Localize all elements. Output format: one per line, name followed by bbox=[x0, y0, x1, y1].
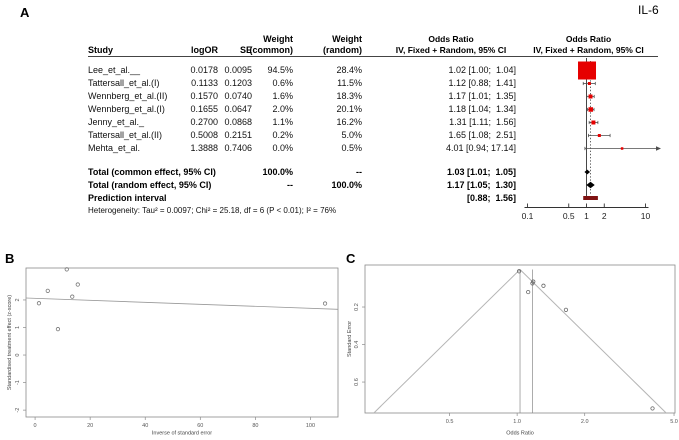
panel-c-ylabel: Standard Error bbox=[347, 320, 353, 358]
data-point bbox=[56, 327, 59, 330]
tick-label: 0.1 bbox=[521, 211, 534, 221]
weight-common-value: -- bbox=[287, 179, 293, 190]
study-name: Tattersall_et_al.(I) bbox=[88, 78, 160, 88]
tick-label: -2 bbox=[15, 407, 21, 413]
common-effect-diamond bbox=[584, 170, 590, 175]
data-point bbox=[76, 283, 79, 286]
or-ci-value: 4.01 [0.94; 17.14] bbox=[445, 143, 516, 153]
or-ci-value: 1.02 [1.00; 1.04] bbox=[448, 65, 516, 75]
heterogeneity-note: Heterogeneity: Tau² = 0.0097; Chi² = 25.18, df = 6 (P < 0.01); I² = 76% bbox=[88, 206, 337, 215]
tick-label: 20 bbox=[87, 423, 94, 429]
or-ci-value: 1.17 [1.05; 1.30] bbox=[446, 179, 516, 190]
ci-arrow bbox=[656, 146, 661, 150]
study-name: Total (common effect, 95% CI) bbox=[88, 166, 216, 177]
data-point bbox=[37, 302, 40, 305]
or-ci-value: [0.88; 1.56] bbox=[466, 192, 516, 203]
tick-label: 1.0 bbox=[513, 419, 521, 425]
se-value: 0.1203 bbox=[224, 78, 252, 88]
logor-value: 0.0178 bbox=[190, 65, 218, 75]
tick-label: 0 bbox=[33, 423, 37, 429]
weight-random-line2: (random) bbox=[323, 45, 362, 55]
or-header-line1: Odds Ratio bbox=[428, 34, 474, 44]
panel-a-label: A bbox=[20, 5, 30, 20]
weight-random-value: 28.4% bbox=[336, 65, 362, 75]
weight-random-line1: Weight bbox=[332, 34, 362, 44]
weight-common-value: 0.2% bbox=[272, 130, 293, 140]
tick-label: 0.2 bbox=[354, 303, 360, 311]
tick-label: 0.4 bbox=[354, 340, 360, 349]
logor-value: 0.2700 bbox=[190, 117, 218, 127]
study-name: Total (random effect, 95% CI) bbox=[88, 179, 212, 190]
or-ci-value: 1.65 [1.08; 2.51] bbox=[448, 130, 516, 140]
tick-label: 0.5 bbox=[562, 211, 575, 221]
logor-value: 1.3888 bbox=[190, 143, 218, 153]
or-ci-value: 1.03 [1.01; 1.05] bbox=[446, 166, 516, 177]
effect-square bbox=[578, 62, 596, 80]
weight-common-value: 2.0% bbox=[272, 104, 293, 114]
weight-random-value: 11.5% bbox=[337, 78, 362, 88]
panel-b-label: B bbox=[5, 251, 15, 266]
tick-label: 1 bbox=[584, 211, 589, 221]
or-ci-value: 1.17 [1.01; 1.35] bbox=[448, 91, 516, 101]
data-point bbox=[46, 289, 49, 292]
tick-label: 0.5 bbox=[445, 419, 454, 425]
tick-label: 0 bbox=[15, 353, 21, 357]
effect-square bbox=[589, 95, 593, 99]
col-header-logor: logOR bbox=[191, 45, 218, 55]
weight-random-value: 0.5% bbox=[341, 143, 362, 153]
tick-label: 60 bbox=[197, 423, 204, 429]
tick-label: 80 bbox=[252, 423, 259, 429]
weight-random-value: 20.1% bbox=[336, 104, 362, 114]
tick-label: -1 bbox=[15, 380, 21, 386]
weight-common-value: 100.0% bbox=[262, 166, 293, 177]
weight-common-value: 1.6% bbox=[272, 91, 293, 101]
se-value: 0.0647 bbox=[224, 104, 252, 114]
effect-square bbox=[588, 107, 593, 112]
or-plot-header-line2: IV, Fixed + Random, 95% CI bbox=[533, 45, 644, 55]
random-effect-diamond bbox=[586, 182, 594, 189]
se-value: 0.0740 bbox=[224, 91, 252, 101]
tick-label: 2 bbox=[15, 298, 21, 302]
weight-common-line1: Weight bbox=[263, 34, 293, 44]
col-header-study: Study bbox=[88, 45, 114, 55]
tick-label: 10 bbox=[640, 211, 651, 221]
prediction-interval-bar bbox=[583, 196, 598, 200]
se-value: 0.0868 bbox=[224, 117, 252, 127]
logor-value: 0.1655 bbox=[190, 104, 218, 114]
col-header-se: SE bbox=[239, 45, 252, 55]
study-name: Prediction interval bbox=[88, 192, 167, 203]
tick-label: 0.6 bbox=[354, 378, 360, 386]
tick-label: 40 bbox=[142, 423, 149, 429]
study-name: Tattersall_et_al.(II) bbox=[88, 130, 163, 140]
regression-line bbox=[26, 298, 338, 309]
tick-label: 2 bbox=[601, 211, 607, 221]
or-ci-value: 1.31 [1.11; 1.56] bbox=[449, 117, 516, 127]
weight-common-value: 1.1% bbox=[272, 117, 293, 127]
funnel-right-edge bbox=[520, 270, 666, 413]
or-ci-value: 1.12 [0.88; 1.41] bbox=[448, 78, 516, 88]
logor-value: 0.1570 bbox=[190, 91, 218, 101]
effect-square bbox=[598, 134, 601, 137]
panel-b-box bbox=[26, 268, 338, 417]
panel-b-ylabel: Standardised treatment effect (z-score) bbox=[7, 294, 13, 391]
tick-label: 2.0 bbox=[580, 419, 589, 425]
data-point bbox=[564, 308, 567, 311]
or-header-line2: IV, Fixed + Random, 95% CI bbox=[395, 45, 507, 55]
funnel-left-edge bbox=[374, 270, 520, 413]
data-point bbox=[651, 407, 654, 410]
study-name: Lee_et_al.__ bbox=[88, 65, 141, 75]
weight-random-value: 100.0% bbox=[331, 179, 362, 190]
or-plot-header-line1: Odds Ratio bbox=[565, 34, 612, 44]
logor-value: 0.5008 bbox=[190, 130, 218, 140]
tick-label: 100 bbox=[305, 423, 316, 429]
panel-b-xlabel: Inverse of standard error bbox=[151, 430, 213, 437]
study-name: Wennberg_et_al.(II) bbox=[88, 91, 168, 101]
tick-label: 5.0 bbox=[670, 419, 678, 425]
effect-square bbox=[591, 121, 595, 125]
data-point bbox=[323, 302, 326, 305]
study-name: Jenny_et_al._ bbox=[88, 117, 145, 127]
se-value: 0.2151 bbox=[224, 130, 252, 140]
weight-random-value: 5.0% bbox=[341, 130, 362, 140]
weight-common-line2: (common) bbox=[249, 45, 293, 55]
weight-common-value: 0.0% bbox=[272, 143, 293, 153]
panel-c-xlabel: Odds Ratio bbox=[506, 430, 534, 437]
data-point bbox=[542, 284, 545, 287]
tick-label: 1 bbox=[15, 325, 21, 330]
weight-random-value: 16.2% bbox=[336, 117, 362, 127]
or-ci-value: 1.18 [1.04; 1.34] bbox=[448, 104, 516, 114]
weight-random-value: -- bbox=[356, 166, 362, 177]
study-name: Wennberg_et_al.(I) bbox=[88, 104, 165, 114]
logor-value: 0.1133 bbox=[191, 78, 218, 88]
weight-random-value: 18.3% bbox=[336, 91, 362, 101]
figure-title: IL-6 bbox=[638, 3, 659, 17]
weight-common-value: 0.6% bbox=[272, 78, 293, 88]
se-value: 0.0095 bbox=[224, 65, 252, 75]
data-point bbox=[71, 295, 74, 298]
effect-square bbox=[621, 147, 624, 150]
data-point bbox=[526, 290, 529, 293]
study-name: Mehta_et_al. bbox=[88, 143, 141, 153]
se-value: 0.7406 bbox=[224, 143, 252, 153]
effect-square bbox=[588, 82, 591, 85]
panel-c-label: C bbox=[346, 251, 356, 266]
weight-common-value: 94.5% bbox=[267, 65, 293, 75]
